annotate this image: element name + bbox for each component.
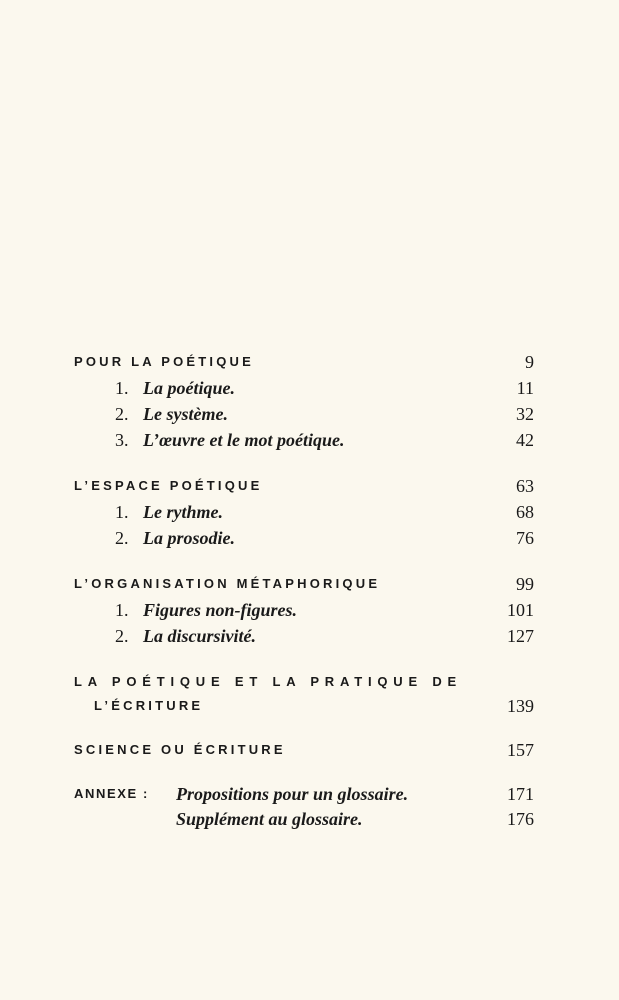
page-number: 99 (516, 574, 534, 594)
toc-section (74, 737, 534, 763)
annex-entry-title: Propositions pour un glossaire. (176, 784, 409, 804)
spacer (74, 551, 534, 571)
spacer (74, 719, 534, 737)
entry-number: 2. (115, 404, 129, 424)
section-title-line1: LA POÉTIQUE ET LA PRATIQUE DE (74, 674, 463, 689)
page-number: 76 (516, 528, 534, 548)
section-title: POUR LA POÉTIQUE (74, 354, 255, 369)
toc-section (74, 349, 534, 375)
page-number: 139 (507, 696, 534, 716)
toc-entry (74, 375, 534, 401)
entry-title: La discursivité. (143, 626, 256, 646)
section-title: L’ESPACE POÉTIQUE (74, 478, 263, 493)
entry-number: 2. (115, 626, 129, 646)
entry-number: 3. (115, 430, 129, 450)
entry-title: La prosodie. (143, 528, 235, 548)
section-title-line2: L’ÉCRITURE (94, 698, 204, 713)
entry-title: Figures non-figures. (143, 600, 298, 620)
toc-section (74, 571, 534, 597)
entry-number: 1. (115, 600, 129, 620)
entry-title: L’œuvre et le mot poétique. (143, 430, 345, 450)
toc-entry (74, 597, 534, 623)
spacer (74, 763, 534, 781)
section-title: SCIENCE OU ÉCRITURE (74, 742, 286, 757)
toc-entry (74, 525, 534, 551)
page-number: 171 (507, 784, 534, 804)
entry-number: 1. (115, 378, 129, 398)
section-title: L’ORGANISATION MÉTAPHORIQUE (74, 576, 381, 591)
annex-entry-title: Supplément au glossaire. (176, 809, 363, 829)
entry-title: Le rythme. (143, 502, 223, 522)
page-number: 176 (507, 809, 534, 829)
toc-section (74, 669, 534, 719)
entry-title: Le système. (143, 404, 228, 424)
entry-number: 1. (115, 502, 129, 522)
spacer (74, 649, 534, 669)
page-number: 68 (516, 502, 534, 522)
entry-number: 2. (115, 528, 129, 548)
toc-entry (74, 427, 534, 453)
page-number: 9 (525, 352, 534, 372)
page-number: 127 (507, 626, 534, 646)
entry-title: La poétique. (143, 378, 235, 398)
annex-label: ANNEXE : (74, 786, 149, 801)
page-number: 42 (516, 430, 534, 450)
page-number: 101 (507, 600, 534, 620)
toc-entry (74, 623, 534, 649)
page-number: 11 (516, 378, 534, 398)
table-of-contents (74, 349, 534, 833)
spacer (74, 453, 534, 473)
toc-annex (74, 781, 534, 833)
page-number: 63 (516, 476, 534, 496)
toc-section (74, 473, 534, 499)
page-number: 32 (516, 404, 534, 424)
toc-entry (74, 499, 534, 525)
toc-entry (74, 401, 534, 427)
page-number: 157 (507, 740, 534, 760)
